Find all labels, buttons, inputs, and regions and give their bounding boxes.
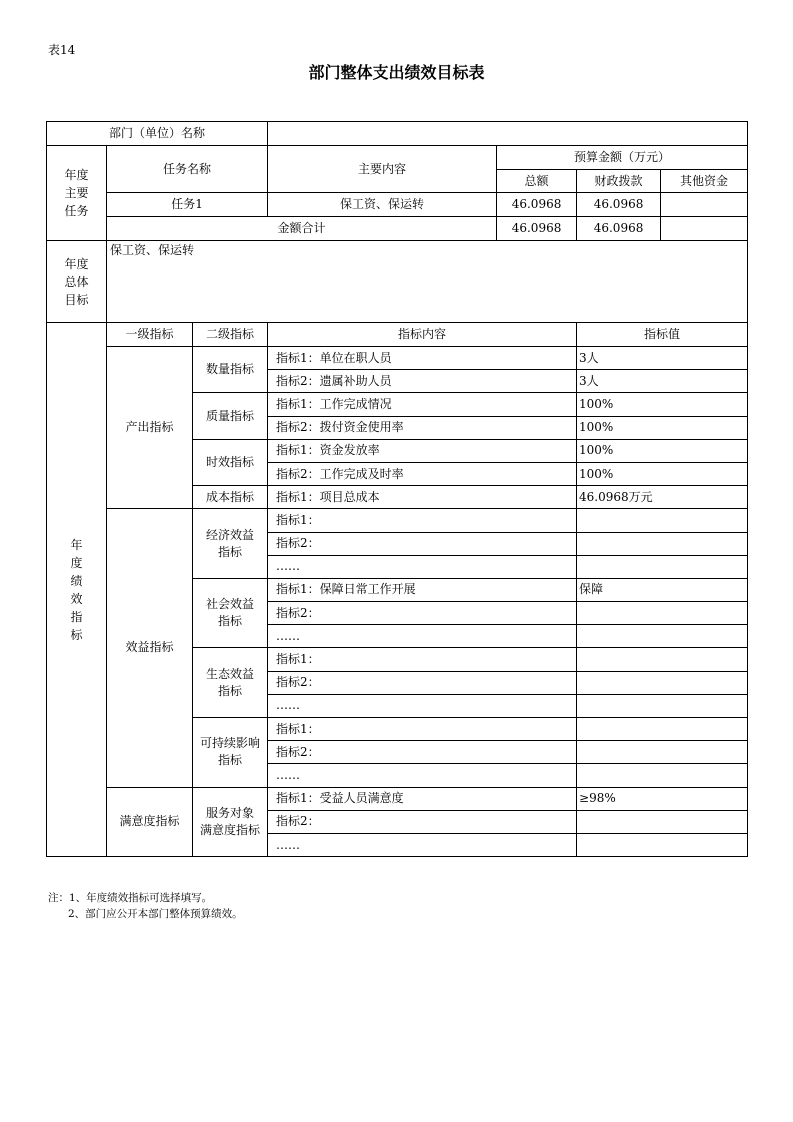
task-total: 46.0968 xyxy=(497,193,577,217)
indicator-content: 指标1： xyxy=(268,718,577,741)
notes xyxy=(48,890,243,922)
task-other xyxy=(661,193,748,217)
indicators-side-label: 年 度 绩 效 指 标 xyxy=(47,323,107,857)
indicator-value xyxy=(577,602,748,625)
level1-indicator: 产出指标 xyxy=(107,347,193,509)
sum-total: 46.0968 xyxy=(497,217,577,241)
other-header: 其他资金 xyxy=(661,170,748,193)
budget-header: 预算金额（万元） xyxy=(497,146,748,170)
indicator-value xyxy=(577,764,748,787)
indicator-value: 46.0968万元 xyxy=(577,486,748,509)
indicator-content: 指标1：单位在职人员 xyxy=(268,347,577,370)
dept-label: 部门（单位）名称 xyxy=(47,122,268,146)
level2-header: 二级指标 xyxy=(193,323,268,347)
indicator-value-header: 指标值 xyxy=(577,323,748,347)
task-content: 保工资、保运转 xyxy=(268,193,497,217)
note-2: 2、部门应公开本部门整体预算绩效。 xyxy=(68,908,243,920)
level1-indicator: 效益指标 xyxy=(107,509,193,787)
performance-table xyxy=(46,121,748,857)
indicator-value: 保障 xyxy=(577,578,748,601)
indicator-content: …… xyxy=(268,625,577,648)
main-tasks-side-label: 年度 主要 任务 xyxy=(47,146,107,241)
indicator-value xyxy=(577,648,748,671)
dept-value xyxy=(268,122,748,146)
level1-header: 一级指标 xyxy=(107,323,193,347)
content-header: 主要内容 xyxy=(268,146,497,193)
indicator-value xyxy=(577,741,748,764)
level2-indicator: 社会效益 指标 xyxy=(193,578,268,648)
indicator-content: 指标2： xyxy=(268,671,577,694)
note-1: 注：1、年度绩效指标可选择填写。 xyxy=(48,892,213,904)
indicator-content: 指标1：工作完成情况 xyxy=(268,393,577,416)
level2-indicator: 服务对象 满意度指标 xyxy=(193,787,268,857)
overall-goal-text: 保工资、保运转 xyxy=(107,241,748,323)
indicator-content: 指标2：工作完成及时率 xyxy=(268,462,577,485)
fiscal-header: 财政拨款 xyxy=(577,170,661,193)
indicator-value xyxy=(577,555,748,578)
task-fiscal: 46.0968 xyxy=(577,193,661,217)
indicator-value: 100% xyxy=(577,462,748,485)
total-header: 总额 xyxy=(497,170,577,193)
level2-indicator: 生态效益 指标 xyxy=(193,648,268,718)
level1-indicator: 满意度指标 xyxy=(107,787,193,857)
indicator-content: 指标1：资金发放率 xyxy=(268,439,577,462)
indicator-value: ≥98% xyxy=(577,787,748,810)
indicator-value: 3人 xyxy=(577,347,748,370)
indicator-value xyxy=(577,625,748,648)
indicator-value xyxy=(577,694,748,717)
indicator-value: 3人 xyxy=(577,370,748,393)
indicator-value xyxy=(577,509,748,532)
indicator-value xyxy=(577,671,748,694)
indicator-content: 指标2：拨付资金使用率 xyxy=(268,416,577,439)
indicator-content: 指标2： xyxy=(268,741,577,764)
sum-fiscal: 46.0968 xyxy=(577,217,661,241)
level2-indicator: 可持续影响 指标 xyxy=(193,718,268,788)
indicator-content: 指标2： xyxy=(268,602,577,625)
sum-other xyxy=(661,217,748,241)
indicator-value: 100% xyxy=(577,439,748,462)
level2-indicator: 时效指标 xyxy=(193,439,268,485)
indicator-content: 指标2：遗属补助人员 xyxy=(268,370,577,393)
level2-indicator: 质量指标 xyxy=(193,393,268,439)
indicator-content: 指标1： xyxy=(268,648,577,671)
indicator-value: 100% xyxy=(577,416,748,439)
level2-indicator: 数量指标 xyxy=(193,347,268,393)
indicator-content: 指标1：受益人员满意度 xyxy=(268,787,577,810)
indicator-content: 指标1： xyxy=(268,509,577,532)
indicator-value xyxy=(577,833,748,856)
indicator-value: 100% xyxy=(577,393,748,416)
indicator-value xyxy=(577,718,748,741)
task-name-header: 任务名称 xyxy=(107,146,268,193)
overall-goal-side-label: 年度 总体 目标 xyxy=(47,241,107,323)
page-title: 部门整体支出绩效目标表 xyxy=(308,63,485,82)
indicator-content: 指标1：项目总成本 xyxy=(268,486,577,509)
indicator-value xyxy=(577,810,748,833)
table-id: 表14 xyxy=(48,43,76,57)
sum-label: 金额合计 xyxy=(107,217,497,241)
indicator-value xyxy=(577,532,748,555)
indicator-content: …… xyxy=(268,833,577,856)
indicator-content-header: 指标内容 xyxy=(268,323,577,347)
indicator-content: …… xyxy=(268,764,577,787)
level2-indicator: 经济效益 指标 xyxy=(193,509,268,579)
indicator-content: 指标2： xyxy=(268,810,577,833)
task-name: 任务1 xyxy=(107,193,268,217)
indicator-content: 指标2： xyxy=(268,532,577,555)
indicator-content: …… xyxy=(268,555,577,578)
indicator-content: …… xyxy=(268,694,577,717)
level2-indicator: 成本指标 xyxy=(193,486,268,509)
indicator-content: 指标1：保障日常工作开展 xyxy=(268,578,577,601)
